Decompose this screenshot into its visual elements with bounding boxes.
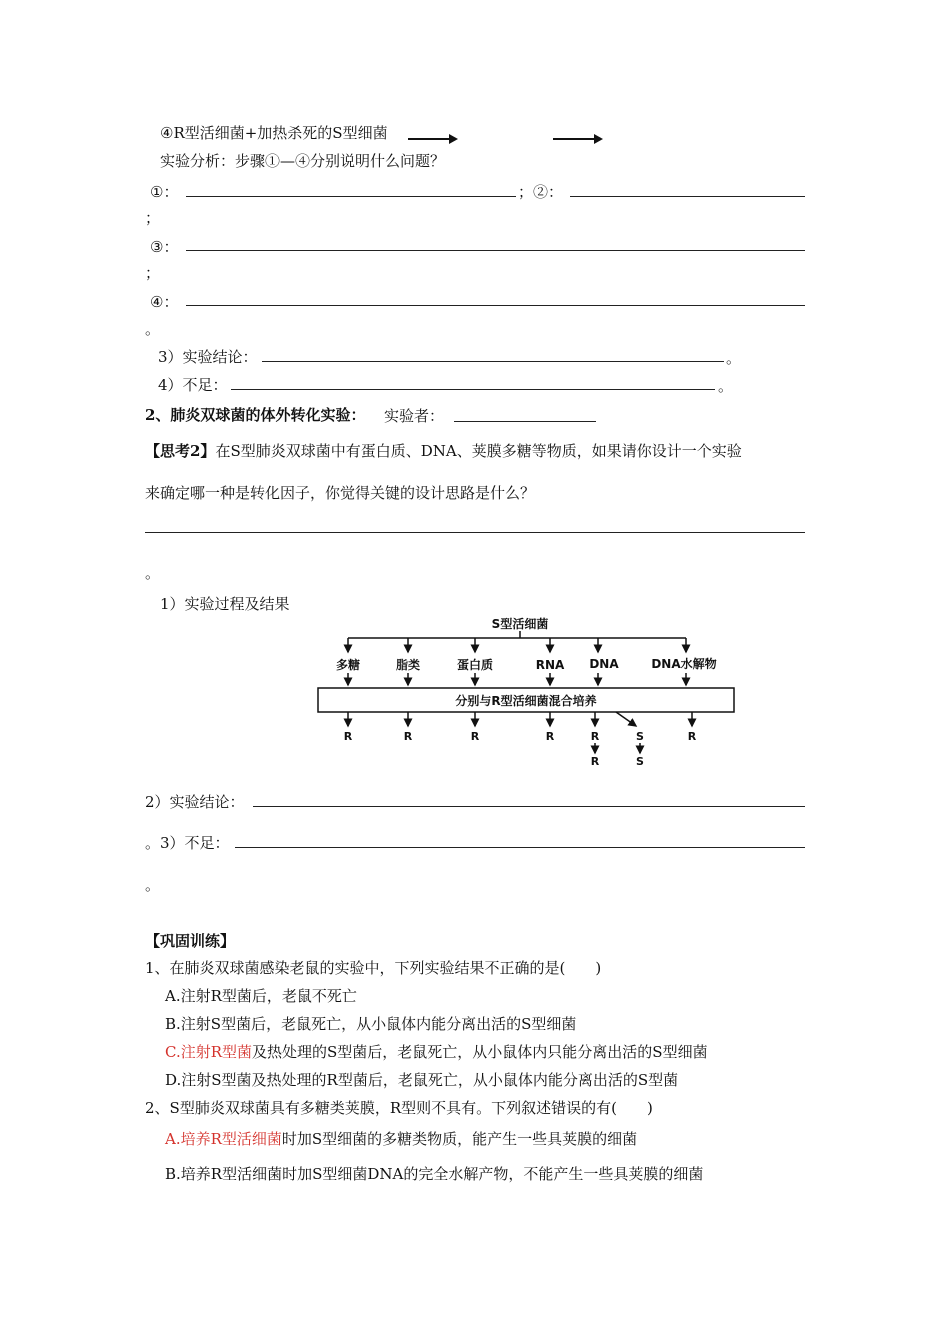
result-label: R [470, 730, 480, 743]
answer-line[interactable] [145, 532, 805, 533]
q1-option-b[interactable]: B.注射S型菌后，老鼠死亡，从小鼠体内能分离出活的S型细菌 [165, 1015, 577, 1033]
result-label: R [687, 730, 697, 743]
experimenter-label: 实验者： [384, 407, 445, 425]
answer-line[interactable] [231, 389, 715, 390]
q2-option-a-highlight: A.培养R型活细菌 [165, 1130, 282, 1148]
diagram-box-label: 分别与R型活细菌混合培养 [455, 694, 597, 708]
answer-line[interactable] [570, 196, 805, 197]
component-label: 多糖 [335, 658, 361, 672]
think2-text: 来确定哪一种是转化因子，你觉得关键的设计思路是什么？ [145, 484, 536, 502]
period: 。 [145, 564, 161, 582]
shortfall3-label: 。3）不足： [145, 834, 230, 852]
semicolon: ； [145, 209, 161, 227]
conclusion3-label: 3）实验结论： [158, 348, 258, 366]
period: 。 [145, 320, 161, 338]
answer-line[interactable] [186, 305, 805, 306]
q2-option-a-text: 时加S型细菌的多糖类物质，能产生一些具荚膜的细菌 [281, 1130, 638, 1148]
blank3-label: ③： [150, 238, 179, 256]
q2-option-a[interactable] [165, 1128, 637, 1149]
q1-option-c-text: 及热处理的S型菌后，老鼠死亡，从小鼠体内只能分离出活的S型细菌 [252, 1043, 708, 1061]
section2-title: 2、肺炎双球菌的体外转化实验： [145, 406, 366, 424]
result-label: R [590, 755, 600, 768]
result-label: R [590, 730, 600, 743]
answer-line[interactable] [235, 847, 805, 848]
q1-option-c-highlight: C.注射R型菌 [165, 1043, 253, 1061]
blank2-label: ；②： [518, 183, 564, 201]
result-label: S [636, 755, 644, 768]
component-label: RNA [535, 658, 565, 672]
q1-stem: 1、在肺炎双球菌感染老鼠的实验中，下列实验结果不正确的是( ) [145, 959, 602, 977]
answer-line[interactable] [454, 421, 596, 422]
result-label: R [403, 730, 413, 743]
diagram-top: S型活细菌 [491, 617, 549, 631]
period: 。 [145, 876, 161, 894]
component-label: DNA [589, 657, 619, 671]
component-label: 蛋白质 [456, 658, 494, 672]
transformation-diagram [310, 612, 750, 772]
blank4-label: ④： [150, 293, 179, 311]
period: 。 [718, 377, 734, 395]
process-label: 1）实验过程及结果 [160, 595, 290, 613]
q2-stem: 2、S型肺炎双球菌具有多糖类荚膜，R型则不具有。下列叙述错误的有( ) [145, 1099, 653, 1117]
result-label: R [343, 730, 353, 743]
answer-line[interactable] [253, 806, 805, 807]
semicolon: ； [145, 264, 161, 282]
answer-line[interactable] [186, 196, 516, 197]
step4-text: ④R型活细菌+加热杀死的S型细菌 [160, 124, 388, 142]
period: 。 [726, 349, 742, 367]
q1-option-c[interactable] [165, 1041, 708, 1062]
component-label: 脂类 [395, 658, 421, 672]
arrow-icon [408, 138, 456, 140]
blank1-label: ①： [150, 183, 179, 201]
q2-option-b[interactable]: B.培养R型活细菌时加S型细菌DNA的完全水解产物，不能产生一些具荚膜的细菌 [165, 1165, 704, 1183]
answer-line[interactable] [186, 250, 805, 251]
result-label: S [636, 730, 644, 743]
result-label: R [545, 730, 555, 743]
answer-line[interactable] [262, 361, 724, 362]
analysis-prompt: 实验分析：步骤①—④分别说明什么问题？ [160, 152, 446, 170]
practice-title: 【巩固训练】 [145, 932, 236, 950]
shortfall4-label: 4）不足： [158, 376, 228, 394]
q1-option-a[interactable]: A.注射R型菌后，老鼠不死亡 [165, 987, 357, 1005]
think2-tag: 【思考2】 [145, 442, 216, 460]
component-label: DNA水解物 [651, 657, 717, 671]
q1-option-d[interactable]: D.注射S型菌及热处理的R型菌后，老鼠死亡，从小鼠体内能分离出活的S型菌 [165, 1071, 679, 1089]
think2-text: 在S型肺炎双球菌中有蛋白质、DNA、荚膜多糖等物质，如果请你设计一个实验 [215, 442, 742, 460]
conclusion2-label: 2）实验结论： [145, 793, 245, 811]
arrow-icon [553, 138, 601, 140]
